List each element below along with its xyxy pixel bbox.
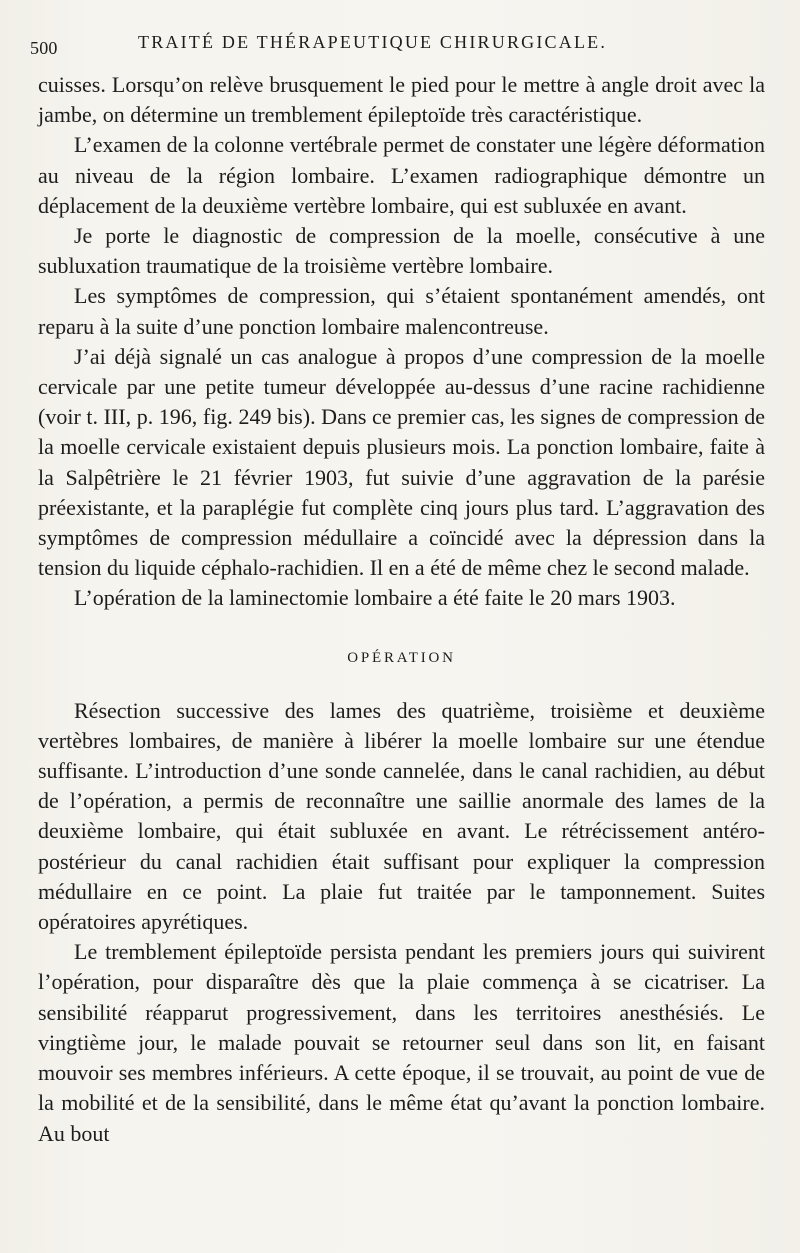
section-heading: OPÉRATION [347, 649, 456, 666]
running-title: TRAITÉ DE THÉRAPEUTIQUE CHIRURGICALE. [138, 32, 608, 52]
paragraph-3: Je porte le diagnostic de compression de la moelle, consécutive à une subluxation traumatique de la troisième vertèbre lombaire. [38, 223, 765, 279]
operation-paragraph-1: Résection successive des lames des quatrième, troisième et deuxième vertèbres lombaires, de manière à libérer la moelle lombaire sur une étendue suffisante. L’introduction d’une sonde cannelée, dans le canal rachidien, au début de l’opération, a permis de reconnaître une saillie anormale des lames de la deuxième lombaire, qui était subluxée en avant. Le rétrécissement antéro-postérieur du canal rachidien était suffisant pour expliquer la compression médullaire en ce point. La plaie fut traitée par le tamponnement. Suites opératoires apyrétiques. [38, 697, 765, 935]
paragraph-6: L’opération de la laminectomie lombaire a été faite le 20 mars 1903. [74, 585, 676, 611]
operation-section [38, 696, 765, 1149]
operation-paragraph-2: Le tremblement épileptoïde persista pendant les premiers jours qui suivirent l’opération, pour disparaître dès que la plaie commença à se cicatriser. La sensibilité réapparut progressivement, dans les territoires anesthésiés. Le vingtième jour, le malade pouvait se retourner seul dans son lit, en faisant mouvoir ses membres inférieurs. A cette époque, il se trouvait, au point de vue de la mobilité et de la sensibilité, dans le même état qu’avant la ponction lombaire. Au bout [38, 939, 765, 1146]
paragraph-4: Les symptômes de compression, qui s’étaient spontanément amendés, ont reparu à la suite d’une ponction lombaire malencontreuse. [38, 283, 765, 339]
paragraph-2: L’examen de la colonne vertébrale permet de constater une légère déformation au niveau de la région lombaire. L’examen radiographique démontre un déplacement de la deuxième vertèbre lombaire, qui est subluxée en avant. [38, 132, 765, 218]
paragraph-5: J’ai déjà signalé un cas analogue à propos d’une compression de la moelle cervicale par une petite tumeur développée au-dessus d’une racine rachidienne (voir t. III, p. 196, fig. 249 bis). Dans ce premier cas, les signes de compression de la moelle cervicale existaient depuis plusieurs mois. La ponction lombaire, faite à la Salpêtrière le 21 février 1903, fut suivie d’une aggravation de la parésie préexistante, et la paraplégie fut complète cinq jours plus tard. L’aggravation des symptômes de compression médullaire a coïncidé avec la dépression dans la tension du liquide céphalo-rachidien. Il en a été de même chez le second malade. [38, 343, 765, 581]
page-header [30, 24, 780, 64]
paragraph-1: cuisses. Lorsqu’on relève brusquement le pied pour le mettre à angle droit avec la jambe, on détermine un tremblement épileptoïde très caractéristique. [38, 72, 765, 128]
main-text [38, 70, 765, 1149]
page-number: 500 [30, 38, 58, 58]
